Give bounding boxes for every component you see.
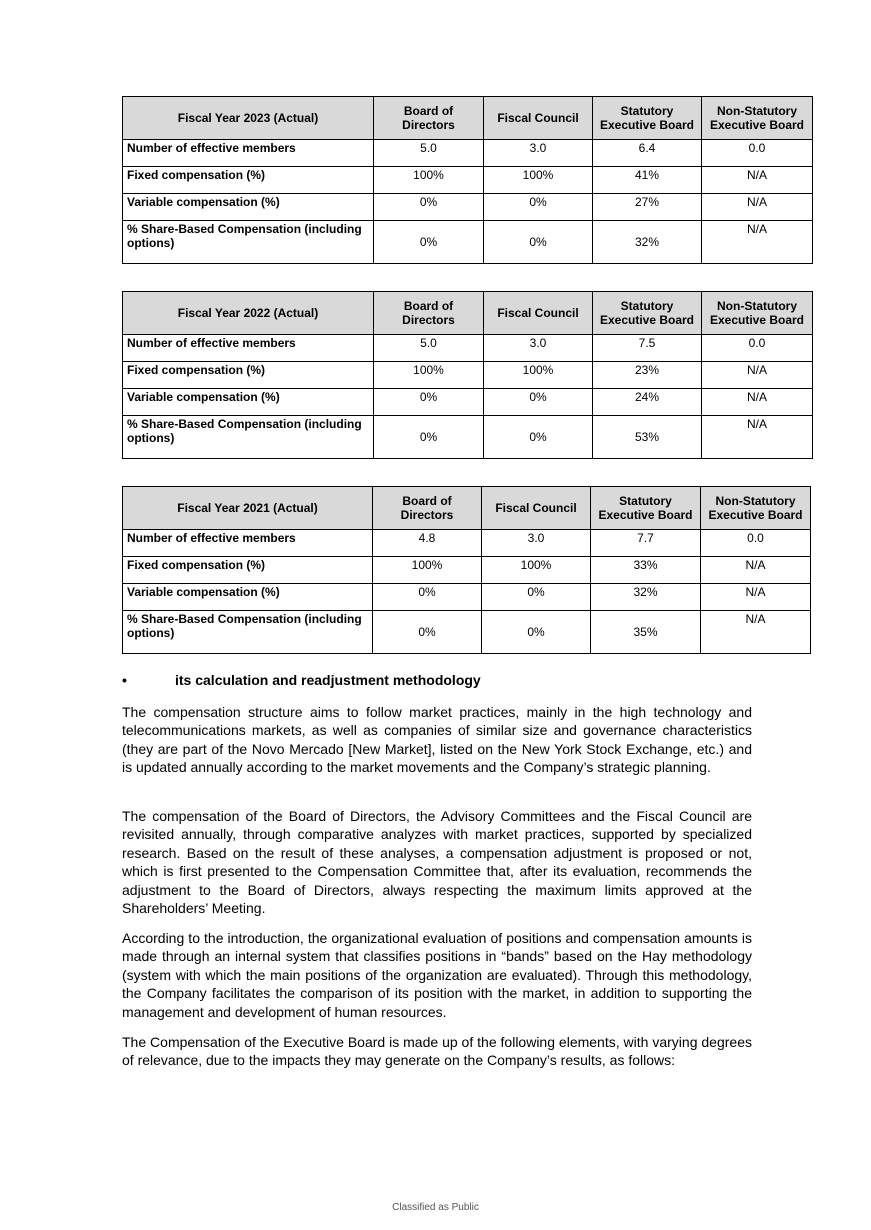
- cell-value: N/A: [702, 416, 813, 459]
- cell-value: 27%: [593, 194, 702, 221]
- cell-value: 100%: [484, 362, 593, 389]
- cell-value: 0%: [374, 194, 484, 221]
- cell-value: 0%: [484, 194, 593, 221]
- cell-value: 7.7: [591, 530, 701, 557]
- cell-value: 3.0: [484, 335, 593, 362]
- paragraph-compensation-structure: The compensation structure aims to follow market practices, mainly in the high technology and telecommunications markets, as well as companies of similar size and governance characteristics (they are part of the Novo Mercado [New Market], listed on the New York Stock Exchange, etc.) and is updated annually according to the market movements and the Company’s strategic planning.: [122, 704, 752, 776]
- row-label: Variable compensation (%): [123, 194, 374, 221]
- cell-value: 35%: [591, 611, 701, 654]
- column-header-statutory-executive-board: Statutory Executive Board: [591, 487, 701, 530]
- table-row: [123, 362, 813, 389]
- cell-value: N/A: [701, 557, 811, 584]
- cell-value: 100%: [482, 557, 591, 584]
- cell-value: 0%: [374, 389, 484, 416]
- cell-value: 0%: [482, 584, 591, 611]
- table-row: [123, 194, 813, 221]
- column-header-non-statutory-executive-board: Non-Statutory Executive Board: [701, 487, 811, 530]
- column-header-non-statutory-executive-board: Non-Statutory Executive Board: [702, 292, 813, 335]
- compensation-table-2021: [122, 486, 811, 654]
- row-label: Number of effective members: [123, 140, 374, 167]
- row-label: Number of effective members: [123, 335, 374, 362]
- cell-value: 0.0: [702, 140, 813, 167]
- table-row: [123, 167, 813, 194]
- classification-footer: Classified as Public: [392, 1202, 479, 1213]
- bullet-heading-text: its calculation and readjustment methodology: [175, 672, 481, 688]
- row-label: Fixed compensation (%): [123, 362, 374, 389]
- cell-value: 0.0: [701, 530, 811, 557]
- table-row: [123, 557, 811, 584]
- cell-value: 5.0: [374, 140, 484, 167]
- column-header-board-of-directors: Board of Directors: [373, 487, 482, 530]
- column-header-board-of-directors: Board of Directors: [374, 292, 484, 335]
- cell-value: N/A: [702, 221, 813, 264]
- cell-value: 0%: [374, 221, 484, 264]
- cell-value: 100%: [373, 557, 482, 584]
- row-label: % Share-Based Compensation (including options): [123, 221, 374, 264]
- cell-value: 3.0: [484, 140, 593, 167]
- column-header-statutory-executive-board: Statutory Executive Board: [593, 97, 702, 140]
- cell-value: 32%: [593, 221, 702, 264]
- cell-value: 4.8: [373, 530, 482, 557]
- table-title: Fiscal Year 2022 (Actual): [123, 292, 374, 335]
- row-label: Number of effective members: [123, 530, 373, 557]
- cell-value: 100%: [374, 362, 484, 389]
- column-header-non-statutory-executive-board: Non-Statutory Executive Board: [702, 97, 813, 140]
- bullet-icon: •: [122, 672, 127, 688]
- table-row: [123, 140, 813, 167]
- paragraph-executive-board-compensation: The Compensation of the Executive Board is made up of the following elements, with varying degrees of relevance, due to the impacts they may generate on the Company’s results, as follows:: [122, 1034, 752, 1069]
- table-row: [123, 389, 813, 416]
- cell-value: N/A: [702, 167, 813, 194]
- column-header-board-of-directors: Board of Directors: [374, 97, 484, 140]
- table-row: [123, 584, 811, 611]
- cell-value: 0%: [484, 221, 593, 264]
- cell-value: 23%: [593, 362, 702, 389]
- table-title: Fiscal Year 2021 (Actual): [123, 487, 373, 530]
- paragraph-organizational-evaluation: According to the introduction, the organizational evaluation of positions and compensation amounts is made through an internal system that classifies positions in “bands” based on the Hay methodology (system with which the main positions of the organization are evaluated). Through this methodology, the Company facilitates the comparison of its position with the market, in addition to supporting the management and development of human resources.: [122, 930, 752, 1020]
- column-header-fiscal-council: Fiscal Council: [482, 487, 591, 530]
- cell-value: N/A: [701, 584, 811, 611]
- table-row: [123, 221, 813, 264]
- cell-value: N/A: [702, 362, 813, 389]
- table-row: [123, 416, 813, 459]
- table-row: [123, 611, 811, 654]
- cell-value: 41%: [593, 167, 702, 194]
- cell-value: 0%: [374, 416, 484, 459]
- row-label: Fixed compensation (%): [123, 557, 373, 584]
- row-label: Variable compensation (%): [123, 389, 374, 416]
- compensation-table-2022: [122, 291, 813, 459]
- cell-value: N/A: [702, 389, 813, 416]
- paragraph-board-compensation: The compensation of the Board of Directors, the Advisory Committees and the Fiscal Council are revisited annually, through comparative analyzes with market practices, supported by specialized research. Based on the result of these analyses, a compensation adjustment is proposed or not, which is first presented to the Compensation Committee that, after its evaluation, recommends the adjustment to the Board of Directors, always respecting the maximum limits approved at the Shareholders’ Meeting.: [122, 808, 752, 917]
- column-header-fiscal-council: Fiscal Council: [484, 97, 593, 140]
- cell-value: 33%: [591, 557, 701, 584]
- table-row: [123, 335, 813, 362]
- cell-value: 6.4: [593, 140, 702, 167]
- cell-value: 100%: [374, 167, 484, 194]
- row-label: % Share-Based Compensation (including options): [123, 611, 373, 654]
- column-header-fiscal-council: Fiscal Council: [484, 292, 593, 335]
- cell-value: N/A: [702, 194, 813, 221]
- cell-value: 32%: [591, 584, 701, 611]
- row-label: Fixed compensation (%): [123, 167, 374, 194]
- cell-value: 0%: [373, 584, 482, 611]
- cell-value: 53%: [593, 416, 702, 459]
- table-title: Fiscal Year 2023 (Actual): [123, 97, 374, 140]
- cell-value: 24%: [593, 389, 702, 416]
- cell-value: 0%: [484, 416, 593, 459]
- cell-value: 3.0: [482, 530, 591, 557]
- cell-value: 0%: [373, 611, 482, 654]
- cell-value: 100%: [484, 167, 593, 194]
- cell-value: N/A: [701, 611, 811, 654]
- row-label: % Share-Based Compensation (including options): [123, 416, 374, 459]
- table-row: [123, 530, 811, 557]
- compensation-table-2023: [122, 96, 813, 264]
- row-label: Variable compensation (%): [123, 584, 373, 611]
- cell-value: 0%: [482, 611, 591, 654]
- cell-value: 0%: [484, 389, 593, 416]
- cell-value: 7.5: [593, 335, 702, 362]
- cell-value: 0.0: [702, 335, 813, 362]
- cell-value: 5.0: [374, 335, 484, 362]
- column-header-statutory-executive-board: Statutory Executive Board: [593, 292, 702, 335]
